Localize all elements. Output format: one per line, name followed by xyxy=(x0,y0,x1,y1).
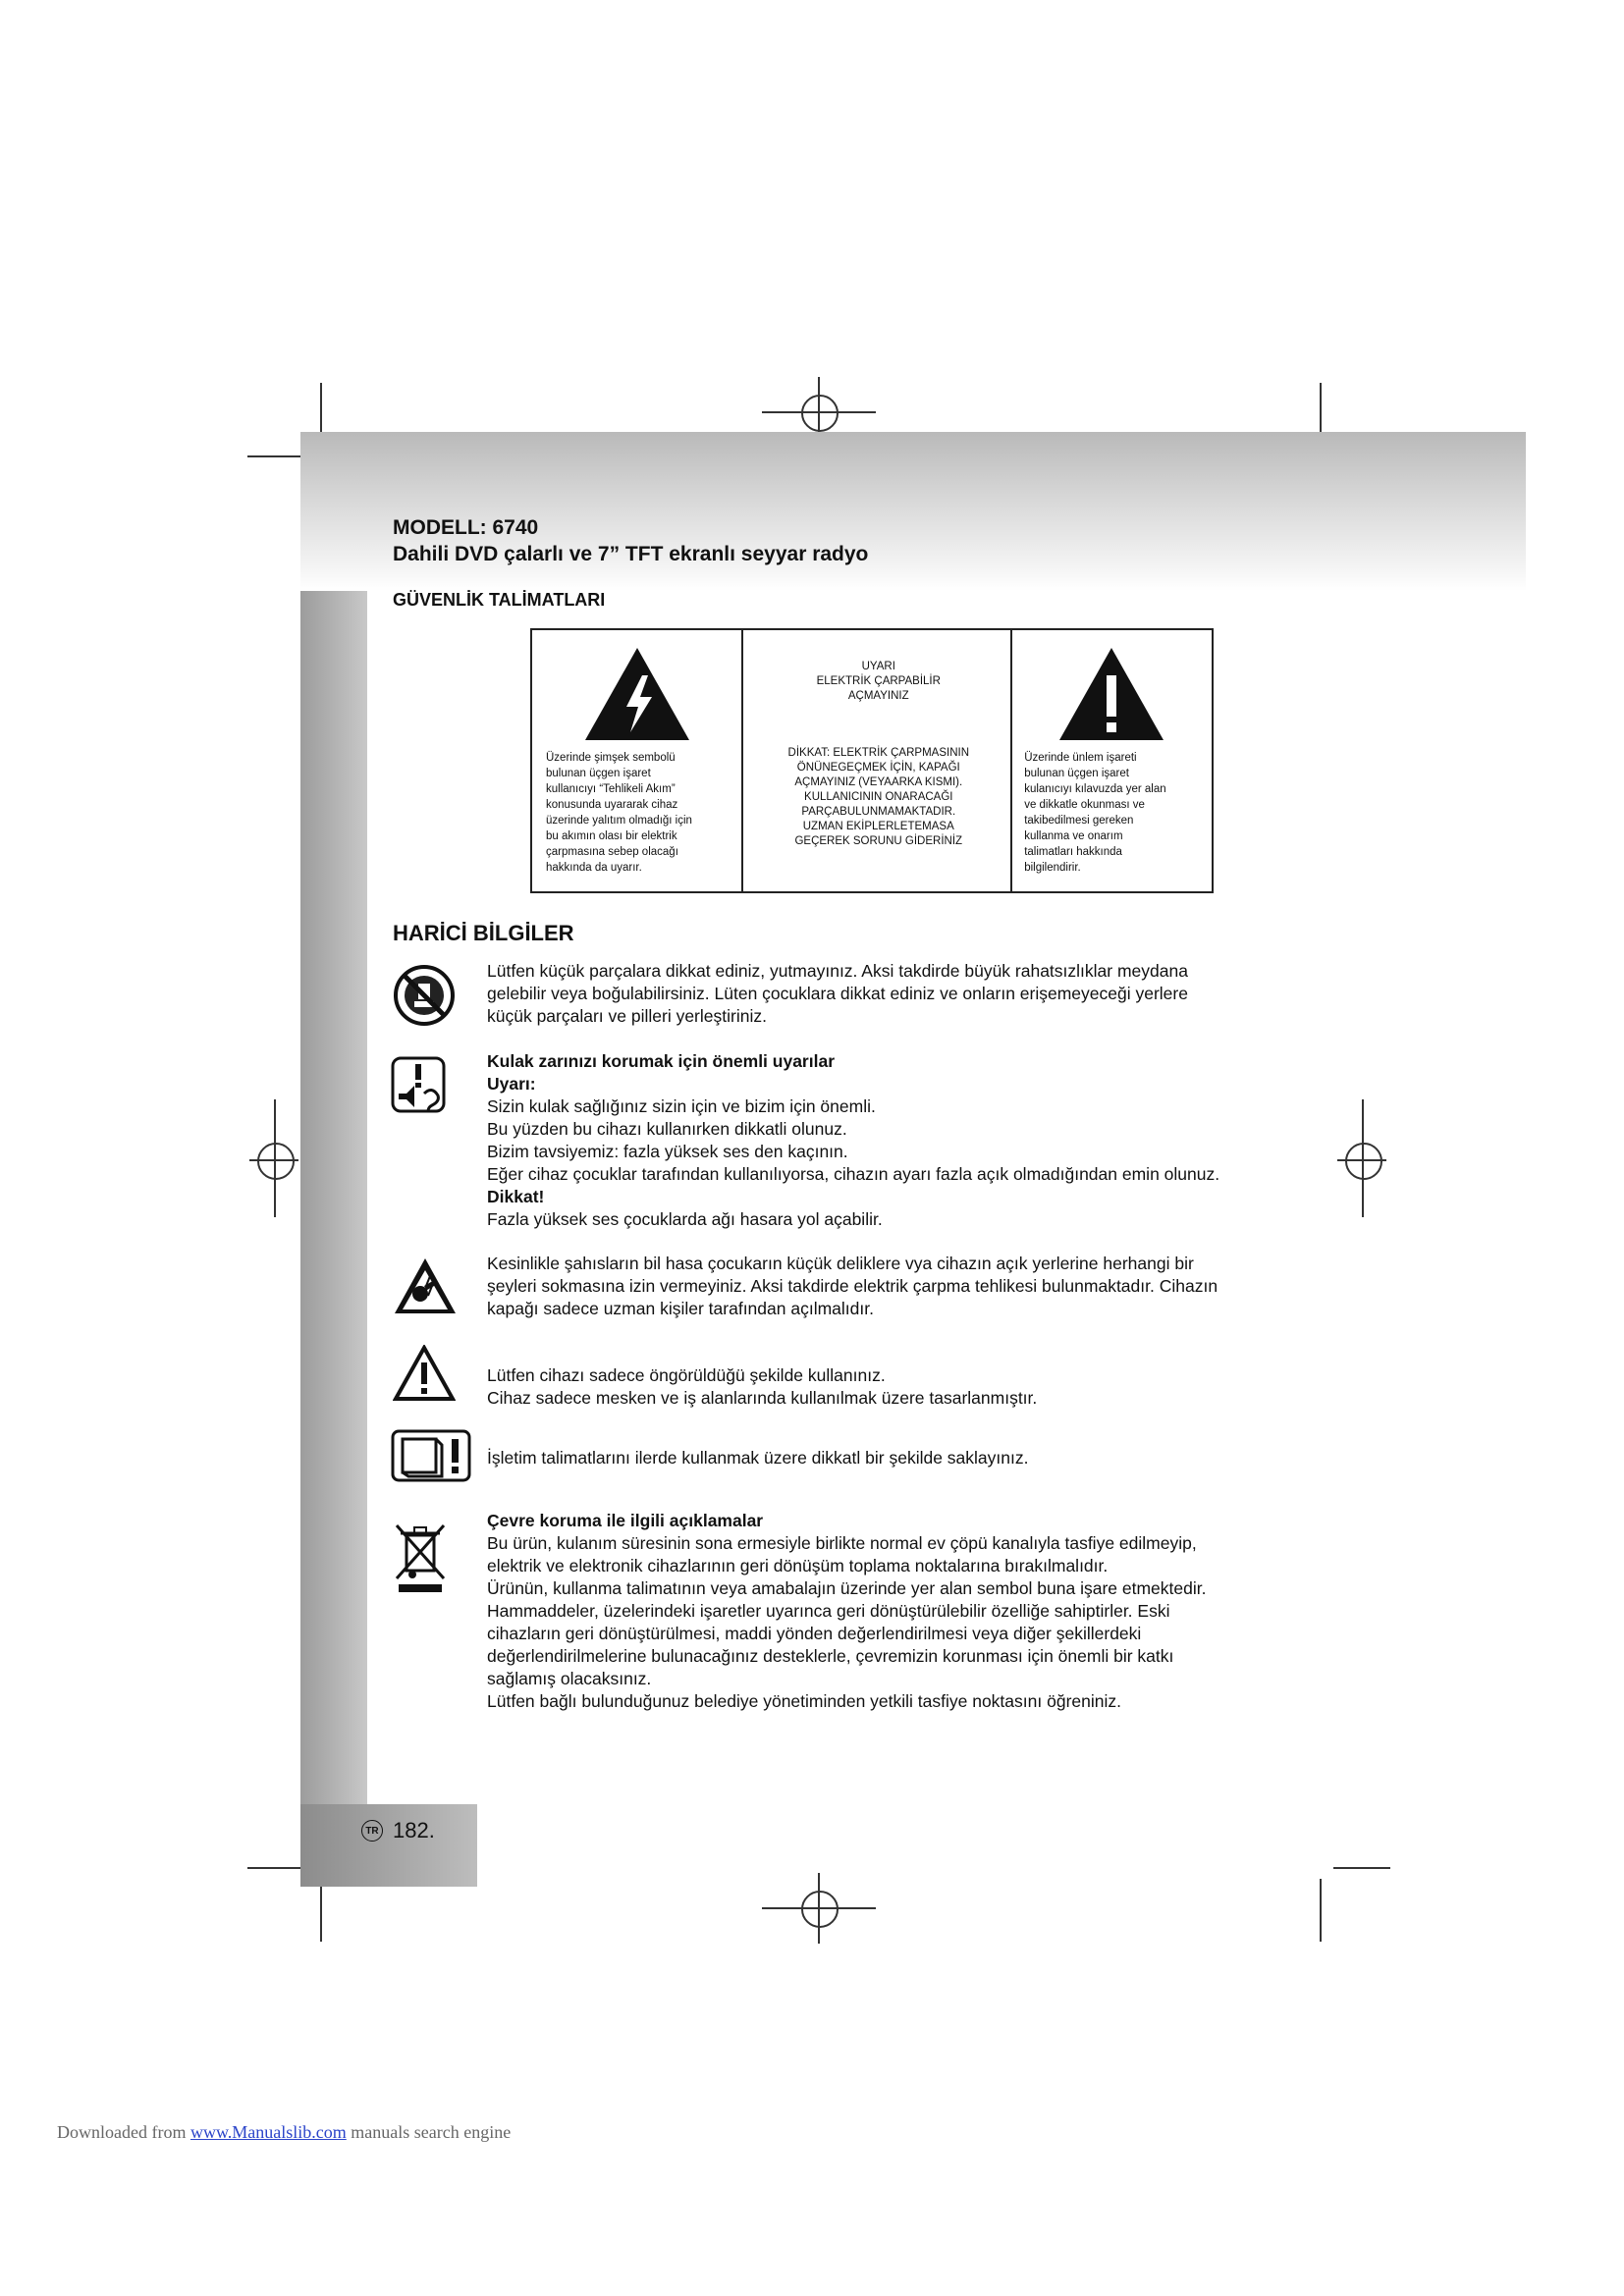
crop-mark xyxy=(247,455,304,457)
text-line: kullanma ve onarım xyxy=(1024,830,1123,842)
hearing-title: Kulak zarınızı korumak için önemli uyarılar xyxy=(487,1051,836,1071)
cover-warning-text xyxy=(743,746,1014,849)
text-line: Üzerinde ünlem işareti xyxy=(1024,752,1137,764)
model-title: MODELL: 6740 xyxy=(393,516,539,539)
text-line: ve dikkatle okunması ve xyxy=(1024,799,1145,811)
exclamation-warning-cell xyxy=(1010,630,1212,891)
text-line: sağlamış olacaksınız. xyxy=(487,1669,652,1688)
text-line: Lütfen bağlı bulunduğunuz belediye yönetiminden yetkili tasfiye noktasını öğreniniz. xyxy=(487,1691,1121,1711)
text-line: üzerinde yalıtım olmadığı için xyxy=(546,815,692,827)
language-badge: TR xyxy=(361,1820,383,1842)
crop-mark xyxy=(247,1867,304,1869)
text-line: çarpmasına sebep olacağı xyxy=(546,846,678,858)
text-line: gelebilir veya boğulabilirsiniz. Lüten çocuklara dikkat ediniz ve onların erişemeyeceği yerlere xyxy=(487,984,1188,1003)
model-subtitle: Dahili DVD çalarlı ve 7” TFT ekranlı seyyar radyo xyxy=(393,543,869,565)
crop-mark xyxy=(1320,1879,1322,1942)
exclamation-warning-text xyxy=(1024,750,1165,876)
text-line: ÖNÜNEGEÇMEK İÇİN, KAPAĞI xyxy=(796,762,960,774)
text-line: Bu yüzden bu cihazı kullanırken dikkatli olunuz. xyxy=(487,1119,847,1139)
text-line: bu akımın olası bir elektrik xyxy=(546,830,677,842)
environment-title: Çevre koruma ile ilgili açıklamalar xyxy=(487,1511,764,1530)
footer-suffix: manuals search engine xyxy=(346,2122,512,2142)
manualslib-link[interactable]: www.Manualslib.com xyxy=(189,2122,347,2142)
no-small-parts-icon xyxy=(393,964,456,1027)
text-line: Sizin kulak sağlığınız sizin için ve bizim için önemli. xyxy=(487,1096,876,1116)
text-line: Kesinlikle şahısların bil hasa çocukarın küçük deliklere vya cihazın açık yerlerine herhangi bir xyxy=(487,1254,1194,1273)
text-line: AÇMAYINIZ (VEYAARKA KISMI). xyxy=(794,776,963,788)
side-bar xyxy=(300,591,367,1804)
text-line: şeyleri sokmasına izin vermeyiniz. Aksi takdirde elektrik çarpma tehlikesi bulunmaktadır. Cihazın xyxy=(487,1276,1218,1296)
safety-section-title: GÜVENLİK TALİMATLARI xyxy=(393,590,606,610)
safety-warning-table xyxy=(530,628,1214,893)
download-footer xyxy=(57,2122,511,2143)
text-line: PARÇABULUNMAMAKTADIR. xyxy=(801,806,956,818)
text-line: Hammaddeler, üzelerindeki işaretler uyarınca geri dönüştürülebilir özelliğe sahiptirler. Eski xyxy=(487,1601,1170,1621)
crop-mark xyxy=(1333,1867,1390,1869)
text-line: bulunan üçgen işaret xyxy=(546,768,651,779)
text-line: değerlendirilmelerine bulunacağınız desteklerle, çevremizin korunması için önemli bir katkı xyxy=(487,1646,1174,1666)
text-line: Üzerinde şimşek sembolü xyxy=(546,752,676,764)
openings-paragraph xyxy=(487,1253,1312,1320)
hearing-warning-label: Uyarı: xyxy=(487,1074,536,1094)
text-line: AÇMAYINIZ xyxy=(847,690,909,702)
hearing-paragraph xyxy=(487,1050,1312,1231)
page-number-text: 182. xyxy=(393,1818,435,1842)
text-line: Ürünün, kullanma talimatının veya amabalajın üzerinde yer alan sembol buna işare etmektedir. xyxy=(487,1578,1207,1598)
text-line: Lütfen cihazı sadece öngörüldüğü şekilde kullanınız. xyxy=(487,1365,886,1385)
lightning-warning-cell xyxy=(532,630,741,891)
text-line: Bu ürün, kulanım süresinin sona ermesiyle birlikte normal ev çöpü kanalıyla tasfiye edilmeyip, xyxy=(487,1533,1197,1553)
text-line: ELEKTRİK ÇARPABİLİR xyxy=(816,675,941,687)
environment-lines xyxy=(487,1532,1312,1713)
manual-paragraph: İşletim talimatlarını ilerde kullanmak üzere dikkatl bir şekilde saklayınız. xyxy=(487,1448,1029,1468)
text-line: küçük parçaları ve pilleri yerleştiriniz. xyxy=(487,1006,767,1026)
crossed-bin-icon xyxy=(393,1522,448,1594)
lightning-warning-text xyxy=(546,750,692,876)
usage-paragraph xyxy=(487,1364,1312,1410)
cover-warning-cell xyxy=(741,630,1010,891)
text-line: UZMAN EKİPLERLETEMASA xyxy=(802,821,954,832)
text-line: DİKKAT: ELEKTRİK ÇARPMASININ xyxy=(787,747,969,759)
electric-shock-hazard-icon xyxy=(393,1256,458,1315)
hearing-lines xyxy=(487,1095,1312,1186)
electric-shock-caption xyxy=(743,660,1014,704)
hearing-warning-icon xyxy=(391,1056,446,1113)
text-line: Cihaz sadece mesken ve iş alanlarında kullanılmak üzere tasarlanmıştır. xyxy=(487,1388,1038,1408)
text-line: UYARI xyxy=(861,661,895,672)
text-line: hakkında da uyarır. xyxy=(546,862,642,874)
text-line: Eğer cihaz çocuklar tarafından kullanılıyorsa, cihazın ayarı fazla açık olmadığından emin olunuz. xyxy=(487,1164,1220,1184)
text-line: kullanıcıyı “Tehlikeli Akım” xyxy=(546,783,676,795)
page-number xyxy=(361,1818,435,1843)
footer-prefix: Downloaded from xyxy=(57,2122,190,2142)
small-parts-paragraph xyxy=(487,960,1312,1028)
text-line: talimatları hakkında xyxy=(1024,846,1122,858)
text-line: kulanıcıyı kılavuzda yer alan xyxy=(1024,783,1166,795)
text-line: GEÇEREK SORUNU GİDERİNİZ xyxy=(794,835,963,847)
manual-book-icon xyxy=(391,1429,471,1482)
caution-triangle-icon xyxy=(393,1345,456,1402)
text-line: kapağı sadece uzman kişiler tarafından açılmalıdır. xyxy=(487,1299,874,1318)
harici-section-title: HARİCİ BİLGİLER xyxy=(393,921,574,945)
text-line: bulunan üçgen işaret xyxy=(1024,768,1129,779)
text-line: takibedilmesi gereken xyxy=(1024,815,1134,827)
exclamation-triangle-icon xyxy=(1057,646,1165,742)
text-line: KULLANICININ ONARACAĞI xyxy=(804,791,953,803)
text-line: cihazların geri dönüştürülmesi, maddi yönden değerlendirilmesi veya diğer şekillerdeki xyxy=(487,1624,1142,1643)
text-line: elektrik ve elektronik cihazlarının geri dönüşüm toplama noktalarına bırakılmalıdır. xyxy=(487,1556,1109,1575)
text-line: konusunda uyararak cihaz xyxy=(546,799,678,811)
lightning-triangle-icon xyxy=(583,646,691,742)
hearing-caution-label: Dikkat! xyxy=(487,1187,545,1206)
environment-paragraph xyxy=(487,1510,1312,1713)
text-line: Lütfen küçük parçalara dikkat ediniz, yutmayınız. Aksi takdirde büyük rahatsızlıklar meydana xyxy=(487,961,1188,981)
text-line: bilgilendirir. xyxy=(1024,862,1081,874)
text-line: Bizim tavsiyemiz: fazla yüksek ses den kaçının. xyxy=(487,1142,848,1161)
page-title xyxy=(393,514,868,567)
crop-mark xyxy=(320,1879,322,1942)
hearing-caution-text: Fazla yüksek ses çocuklarda ağı hasara yol açabilir. xyxy=(487,1209,883,1229)
page-tab xyxy=(300,1804,477,1887)
